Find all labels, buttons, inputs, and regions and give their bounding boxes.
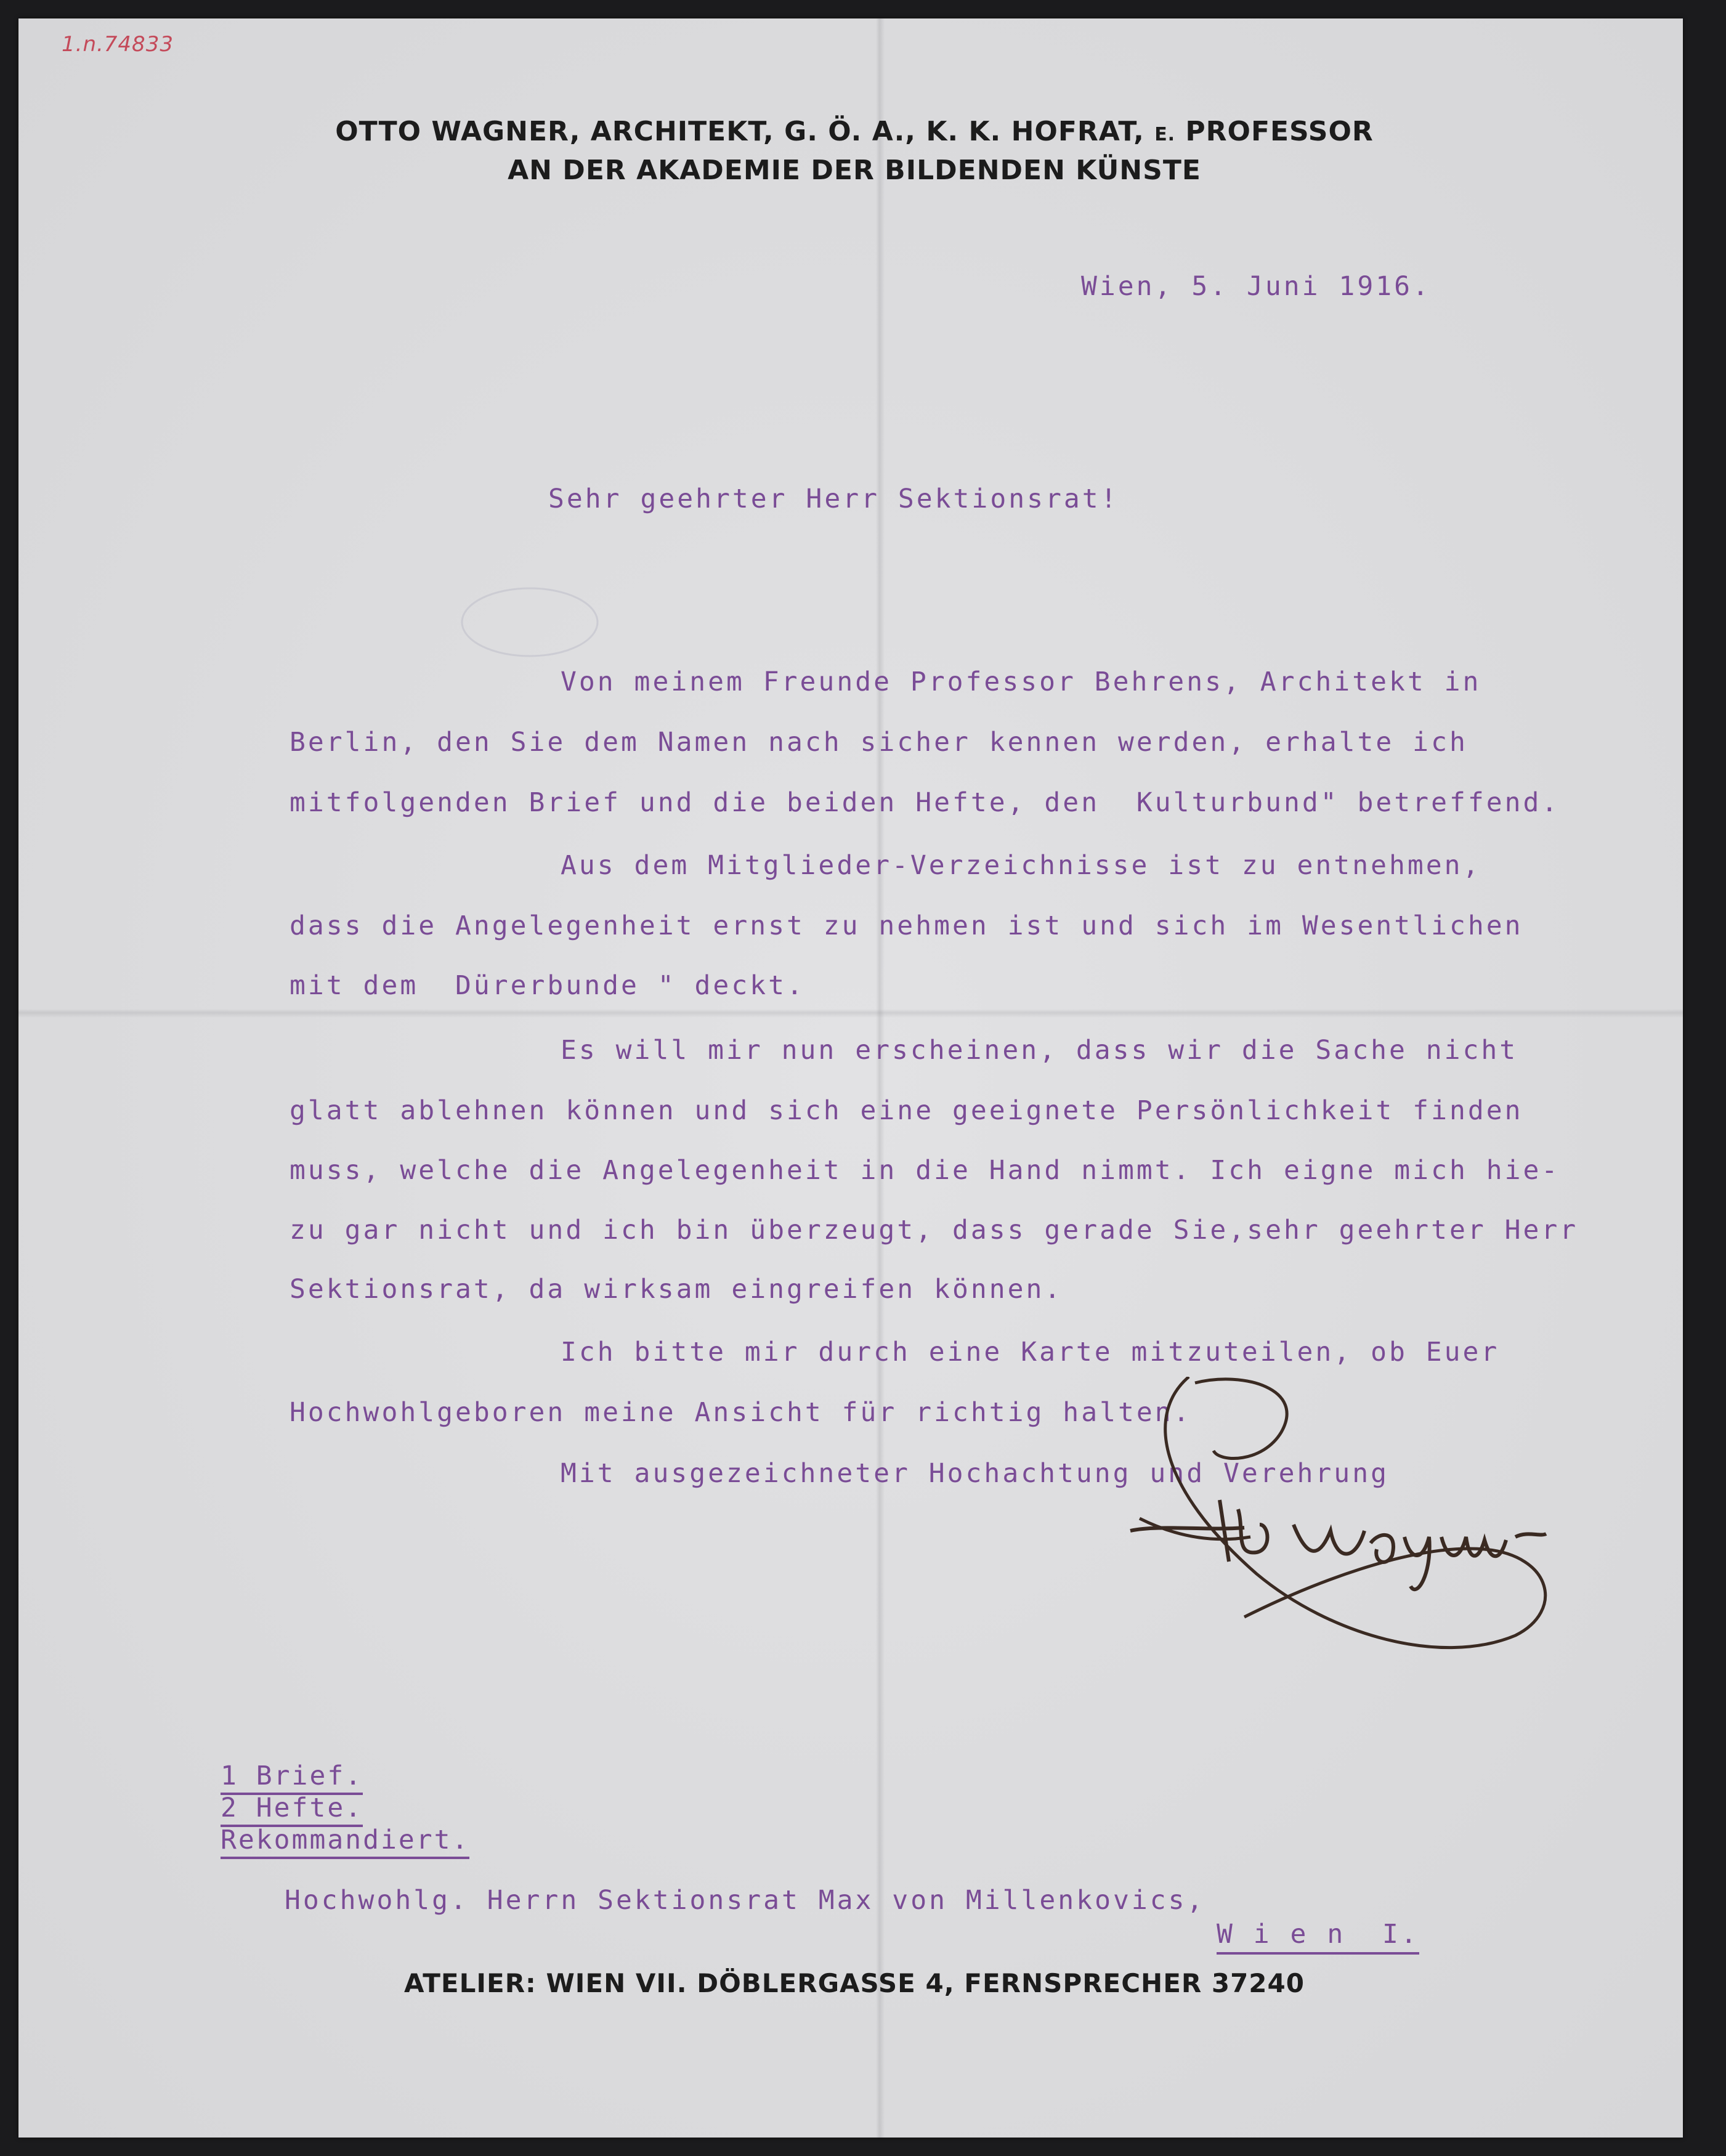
- enclosure-text: 1 Brief.: [221, 1761, 363, 1795]
- enclosure-text: Rekommandiert.: [221, 1825, 469, 1859]
- body-line: muss, welche die Angelegenheit in die Hand nimmt. Ich eigne mich hie-: [290, 1155, 1560, 1186]
- archive-number: 1.n.74833: [62, 32, 174, 57]
- body-line: zu gar nicht und ich bin überzeugt, dass gerade Sie,sehr geehrter Herr: [290, 1215, 1579, 1246]
- enclosure-text: 2 Hefte.: [221, 1793, 363, 1827]
- body-line: Ich bitte mir durch eine Karte mitzuteilen, ob Euer: [561, 1337, 1500, 1368]
- body-line: Von meinem Freunde Professor Behrens, Architekt in: [561, 667, 1481, 697]
- body-line: Hochwohlgeboren meine Ansicht für richtig halten.: [290, 1397, 1192, 1428]
- handwritten-signature: [1121, 1377, 1565, 1685]
- body-line: dass die Angelegenheit ernst zu nehmen ist und sich im Wesentlichen: [290, 910, 1523, 941]
- salutation: Sehr geehrter Herr Sektionsrat!: [548, 484, 1119, 514]
- letterhead-line-1a: OTTO WAGNER, ARCHITEKT, G. Ö. A., K. K. HOFRAT,: [335, 116, 1145, 147]
- body-line: Berlin, den Sie dem Namen nach sicher kennen werden, erhalte ich: [290, 727, 1468, 758]
- body-line: Sektionsrat, da wirksam eingreifen können.: [290, 1274, 1063, 1305]
- atelier-footer: ATELIER: WIEN VII. DÖBLERGASSE 4, FERNSPRECHER 37240: [404, 1968, 1305, 1998]
- letterhead-line-1: [0, 114, 1709, 153]
- letterhead-line-1b: PROFESSOR: [1185, 116, 1374, 147]
- body-line: mitfolgenden Brief und die beiden Hefte, den Kulturbund" betreffend.: [290, 787, 1560, 818]
- body-line: Aus dem Mitglieder-Verzeichnisse ist zu entnehmen,: [561, 850, 1481, 881]
- addressee-city: [1217, 1919, 1419, 1950]
- letterhead-line-2: AN DER AKADEMIE DER BILDENDEN KÜNSTE: [508, 155, 1201, 186]
- faint-stamp-mark: [456, 579, 604, 659]
- body-line: mit dem Dürerbunde " deckt.: [290, 970, 805, 1001]
- closing-line: Mit ausgezeichneter Hochachtung und Verehrung: [561, 1458, 1389, 1489]
- enclosure-line: [221, 1761, 363, 1791]
- body-line: glatt ablehnen können und sich eine geeignete Persönlichkeit finden: [290, 1095, 1523, 1126]
- letterhead: [0, 114, 1709, 188]
- city-text: W i e n I.: [1217, 1919, 1419, 1955]
- letter-date: Wien, 5. Juni 1916.: [1081, 271, 1431, 302]
- enclosure-line: [221, 1825, 469, 1855]
- enclosure-line: [221, 1793, 363, 1823]
- letterhead-e: E.: [1154, 124, 1176, 145]
- addressee: Hochwohlg. Herrn Sektionsrat Max von Millenkovics,: [285, 1885, 1205, 1916]
- body-line: Es will mir nun erscheinen, dass wir die Sache nicht: [561, 1035, 1518, 1066]
